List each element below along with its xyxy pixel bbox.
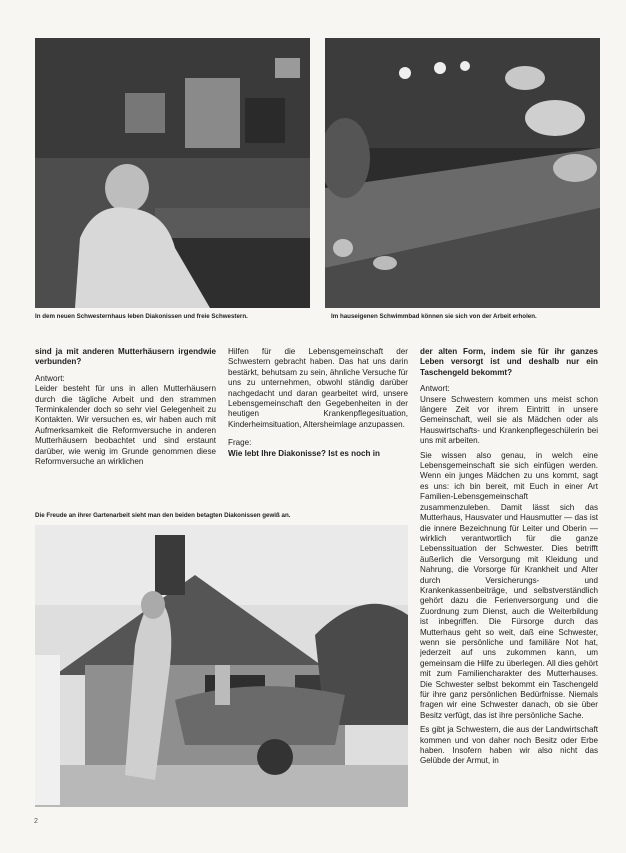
caption-desk-photo: In dem neuen Schwesternhaus leben Diakonissen und freie Schwestern. <box>35 313 248 320</box>
answer-paragraph-3c: Es gibt ja Schwestern, die aus der Landwirtschaft kommen und von daher noch Besitz oder Erbe haben. Insofern haben wir also nicht das Gelübde der Armut, in <box>420 725 598 766</box>
text-column-3 <box>420 347 598 817</box>
photo-deaconess-at-desk <box>35 38 310 308</box>
answer-paragraph-1: Leider besteht für uns in allen Mutterhäusern durch die tägliche Arbeit und den strammen Terminkalender doch so sehr viel Gelegenheit zu Kontakten. Wir versuchen es, wir haben auch mit Aufmerksamkeit die Reformversuche in anderen Mutterhäusern beobachtet und sind erstaunt darüber, wie wenig im Grunde genommen diese Reformversuche an wirklichen <box>35 384 216 467</box>
column-2-paragraph: Hilfen für die Lebensgemeinschaft der Schwestern gebracht haben. Das hat uns darin bestärkt, behutsam zu sein, ähnliche Versuche für uns zu unternehmen, obwohl ständig darüber nachgedacht und daran gearbeitet wird, unsere Lebensgemeinschaft den Gegebenheiten in der heutigen Krankenpflegesituation, Kinderheimsituation, Altersheimlage anzupassen. <box>228 347 408 429</box>
caption-pool-photo: Im hauseigenen Schwimmbad können sie sich von der Arbeit erholen. <box>331 313 537 320</box>
question-label-2: Frage: <box>228 438 252 448</box>
answer-label-3: Antwort: <box>420 384 450 394</box>
text-column-2 <box>228 347 408 487</box>
caption-garden-photo: Die Freude an ihrer Gartenarbeit sieht man den beiden betagten Diakonissen gewiß an. <box>35 512 291 519</box>
answer-paragraph-3b: Sie wissen also genau, in welch eine Lebensgemeinschaft sie sich einfügen werden. Wenn ein junges Mädchen zu uns kommt, sagt es uns: ich bin bereit, mit Euch in einer Art Familien-Lebensgemeinschaft zusammenzuleben. Damit lässt sich das Mutterhaus, Hausvater und Hausmutter — das ist die innere Bezeichnung für Leiter und Oberin — wirklich verantwortlich für die ganze Lebenssituation der Schwester. Dies betrifft äußerlich die Versorgung mit Kleidung und Nahrung, die Vorsorge für Krankheit und Alter durch Versicherungs- und Krankenkassenbeiträge, und selbstverständlich gehört dazu die Ferienversorgung und die Zuordnung zum Dienst, auch die Weiterbildung ist inbegriffen. Die Fürsorge durch das Mutterhaus geht so weit, daß eine Schwester, wenn sie persönliche und familiäre Not hat, jederzeit auf uns zukommen kann, um gemeinsam die Hilfe zu überlegen. All dies gehört mit zum Familiencharakter des Mutterhauses. Die Schwester selbst bekommt ein Taschengeld für ihre ganz persönlichen Bedürfnisse. Niemals fragen wir eine Schwester danach, ob sie über Besitz verfügt, das ist ihre persönliche Sache. <box>420 450 598 720</box>
answer-label-1: Antwort: <box>35 373 65 383</box>
photo-deaconesses-gardening <box>35 525 408 807</box>
answer-paragraph-3a: Unsere Schwestern kommen uns meist schon längere Zeit vor ihrem Eintritt in unsere Gemeinschaft, weil sie als Mädchen oder als Hauswirtschafts- und Krankenpflegeschülerin bei uns mit arbeiten. <box>420 394 598 446</box>
photo-swimming-pool <box>325 38 600 308</box>
text-column-1 <box>35 347 216 487</box>
interview-question-3: der alten Form, indem sie für ihr ganzes Leben versorgt ist und deshalb nur ein Taschengeld bekommt? <box>420 347 598 377</box>
interview-question-2: Wie lebt Ihre Diakonisse? Ist es noch in <box>228 448 380 458</box>
page-marker: 2 <box>34 818 38 825</box>
interview-question-1: sind ja mit anderen Mutterhäusern irgendwie verbunden? <box>35 347 216 367</box>
